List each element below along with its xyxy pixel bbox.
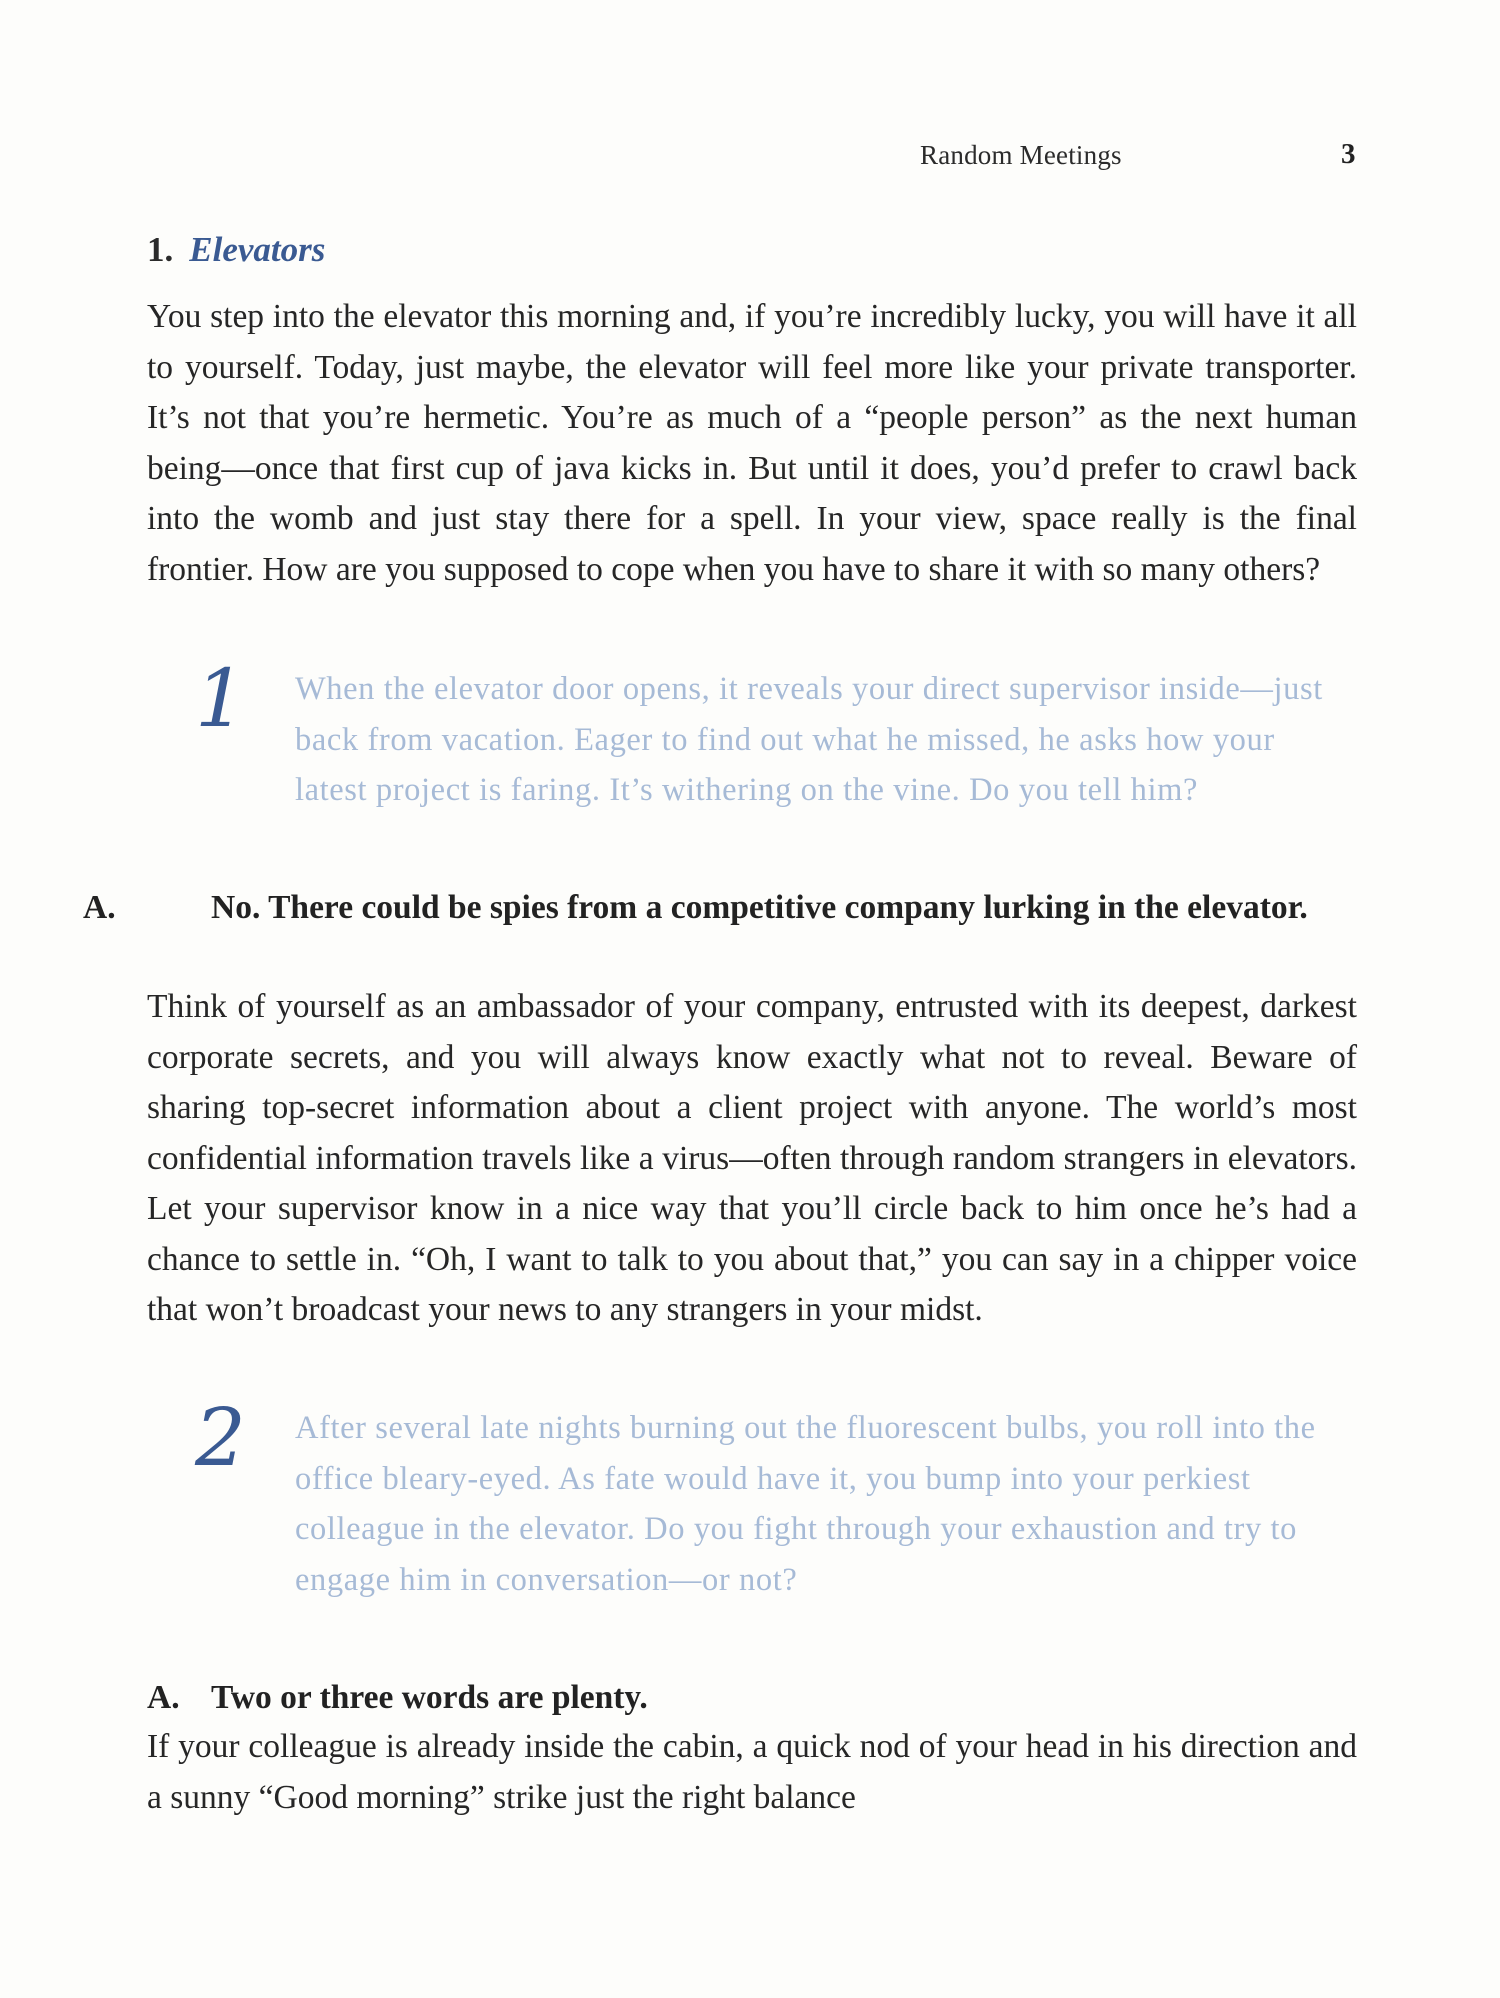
answer-heading-text: Two or three words are plenty.: [211, 1679, 648, 1716]
scenario-question: After several late nights burning out the fluorescent bulbs, you roll into the office bleary-eyed. As fate would have it, you bump into your perkiest colleague in the elevator. Do you fight through your exhaustion and try to engage him in conversation—or not?: [295, 1410, 1316, 1598]
section-heading: [147, 230, 325, 270]
answer-letter: A.: [147, 1679, 180, 1716]
answer-letter: A.: [83, 889, 116, 926]
answer-heading-2: [147, 1673, 1362, 1723]
answer-body-2: If your colleague is already inside the cabin, a quick nod of your head in his direction and a sunny “Good morning” strike just the right balance: [147, 1728, 1357, 1816]
running-head: Random Meetings: [920, 140, 1122, 170]
answer-heading-1: [83, 883, 1362, 933]
scenario-number: 2: [195, 1391, 246, 1484]
intro-paragraph: You step into the elevator this morning and, if you’re incredibly lucky, you will have it all to yourself. Today, just maybe, the elevator will feel more like your private transporter. It’s not that you’re hermetic. You’re as much of a “people person” as the next human being—once that first cup of java kicks in. But until it does, you’d prefer to crawl back into the womb and just stay there for a spell. In your view, space really is the final frontier. How are you supposed to cope when you have to share it with so many others?: [147, 298, 1357, 588]
answer-body-1: Think of yourself as an ambassador of your company, entrusted with its deepest, darkest corporate secrets, and you will always know exactly what not to reveal. Beware of sharing top-secret information about a client project with anyone. The world’s most confidential information travels like a virus—often through random strangers in elevators. Let your supervisor know in a nice way that you’ll circle back to him once he’s had a chance to settle in. “Oh, I want to talk to you about that,” you can say in a chipper voice that won’t broadcast your news to any strangers in your midst.: [147, 988, 1357, 1328]
section-title: Elevators: [189, 230, 326, 269]
page-number: 3: [1341, 138, 1356, 170]
section-number: 1.: [147, 230, 174, 269]
answer-heading-text: No. There could be spies from a competitive company lurking in the elevator.: [211, 889, 1308, 926]
scenario-question: When the elevator door opens, it reveals your direct supervisor inside—just back from vacation. Eager to find out what he missed, he asks how your latest project is faring. It’s withering on the vine. Do you tell him?: [295, 671, 1323, 808]
scenario-number: 1: [195, 652, 246, 745]
